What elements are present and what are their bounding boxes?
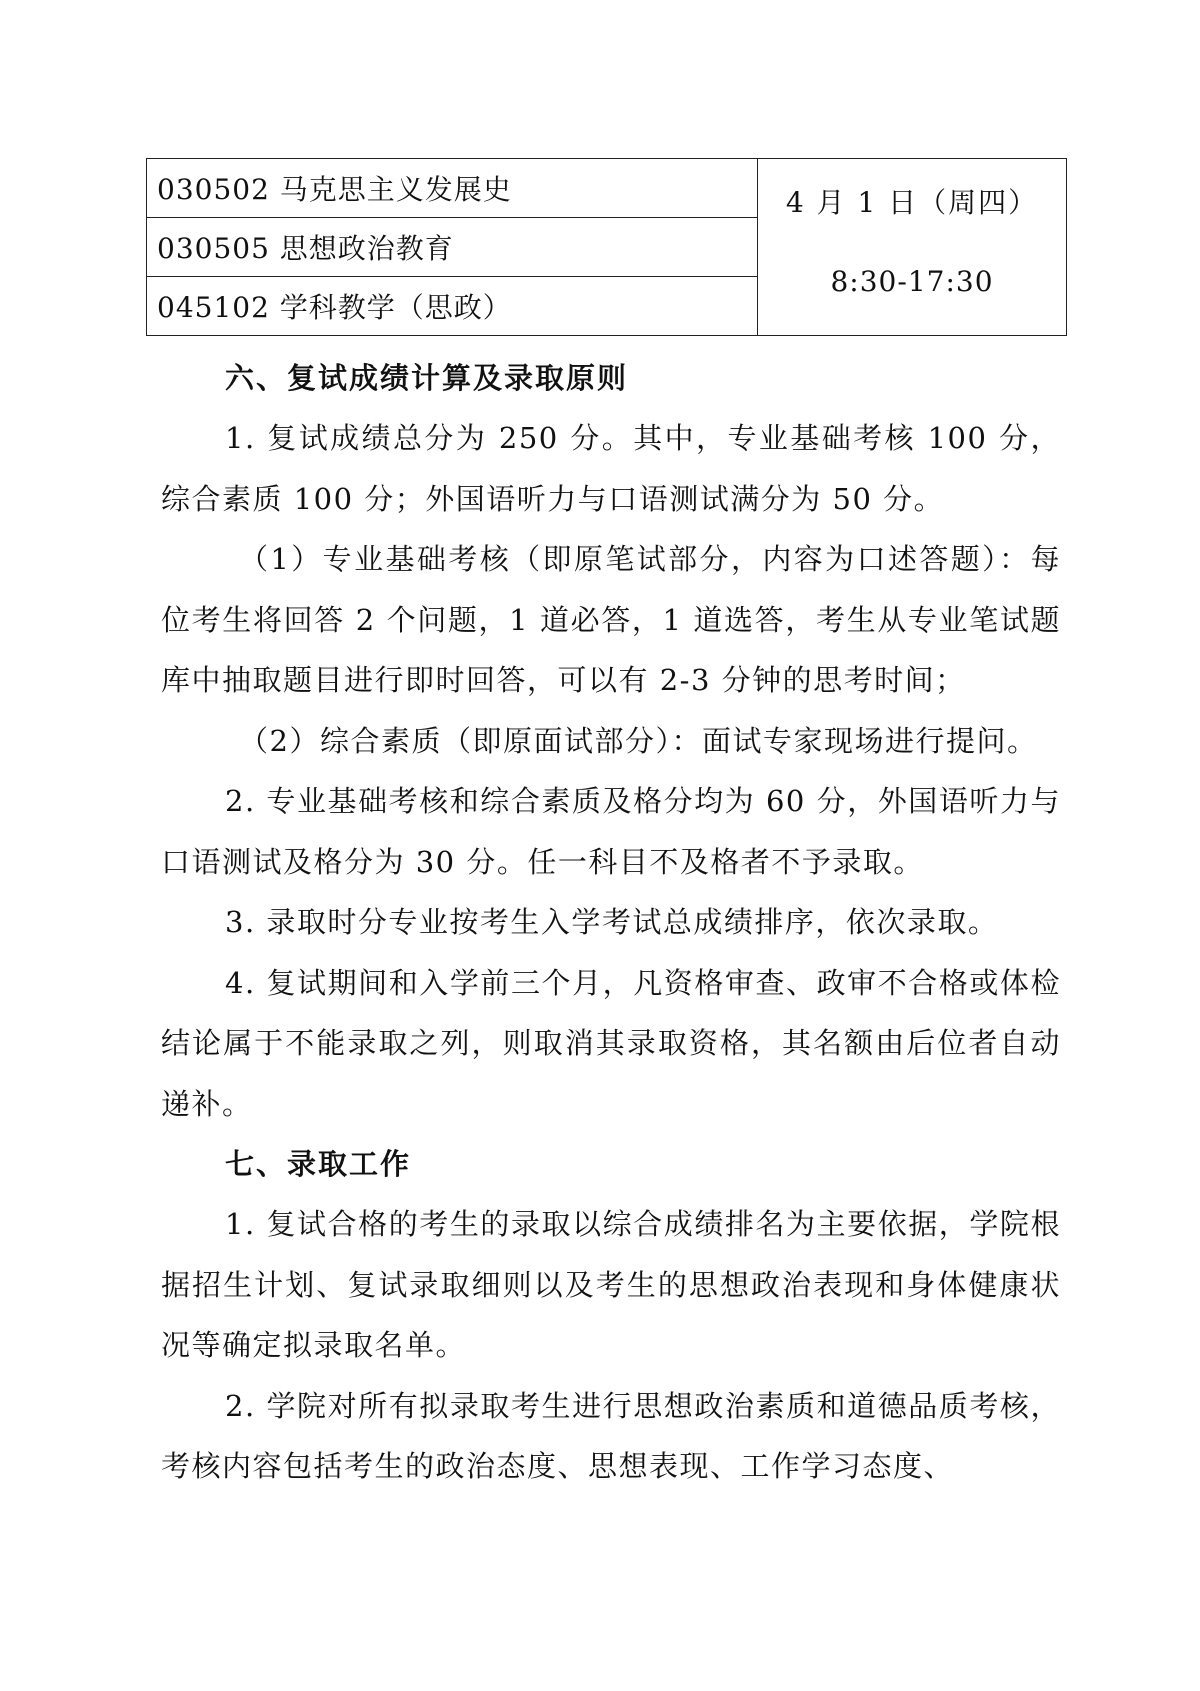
document-body [161,348,1061,1497]
paragraph: （1）专业基础考核（即原笔试部分，内容为口述答题）：每位考生将回答 2 个问题，1 道必答，1 道选答，考生从专业笔试题库中抽取题目进行即时回答，可以有 2-3 分钟的思考时间； [161,542,1061,697]
paragraph: 2. 学院对所有拟录取考生进行思想政治素质和道德品质考核，考核内容包括考生的政治态度、思想表现、工作学习态度、 [161,1388,1061,1483]
exam-date: 4 月 1 日（周四） [785,186,1039,219]
paragraph: 4. 复试期间和入学前三个月，凡资格审查、政审不合格或体检结论属于不能录取之列，则取消其录取资格，其名额由后位者自动递补。 [161,965,1061,1121]
major-cell: 045102 学科教学（思政） [147,277,758,336]
major-cell: 030505 思想政治教育 [147,218,758,277]
table-row [147,159,1067,218]
section-6-heading: 六、复试成绩计算及录取原则 [225,361,629,395]
paragraph: 3. 录取时分专业按考生入学考试总成绩排序，依次录取。 [225,905,999,939]
major-cell: 030502 马克思主义发展史 [147,159,758,218]
paragraph: 2. 专业基础考核和综合素质及格分均为 60 分，外国语听力与口语测试及格分为 30 分。任一科目不及格者不予录取。 [161,784,1061,879]
paragraph: （2）综合素质（即原面试部分）：面试专家现场进行提问。 [239,723,1038,758]
exam-time-range: 8:30-17:30 [830,265,994,298]
paragraph: 1. 复试成绩总分为 250 分。其中，专业基础考核 100 分，综合素质 100 分；外国语听力与口语测试满分为 50 分。 [161,421,1061,516]
schedule-table [146,158,1067,336]
time-cell [758,159,1067,336]
section-7-heading: 七、录取工作 [225,1147,412,1181]
paragraph: 1. 复试合格的考生的录取以综合成绩排名为主要依据，学院根据招生计划、复试录取细则以及考生的思想政治表现和身体健康状况等确定拟录取名单。 [161,1207,1061,1362]
